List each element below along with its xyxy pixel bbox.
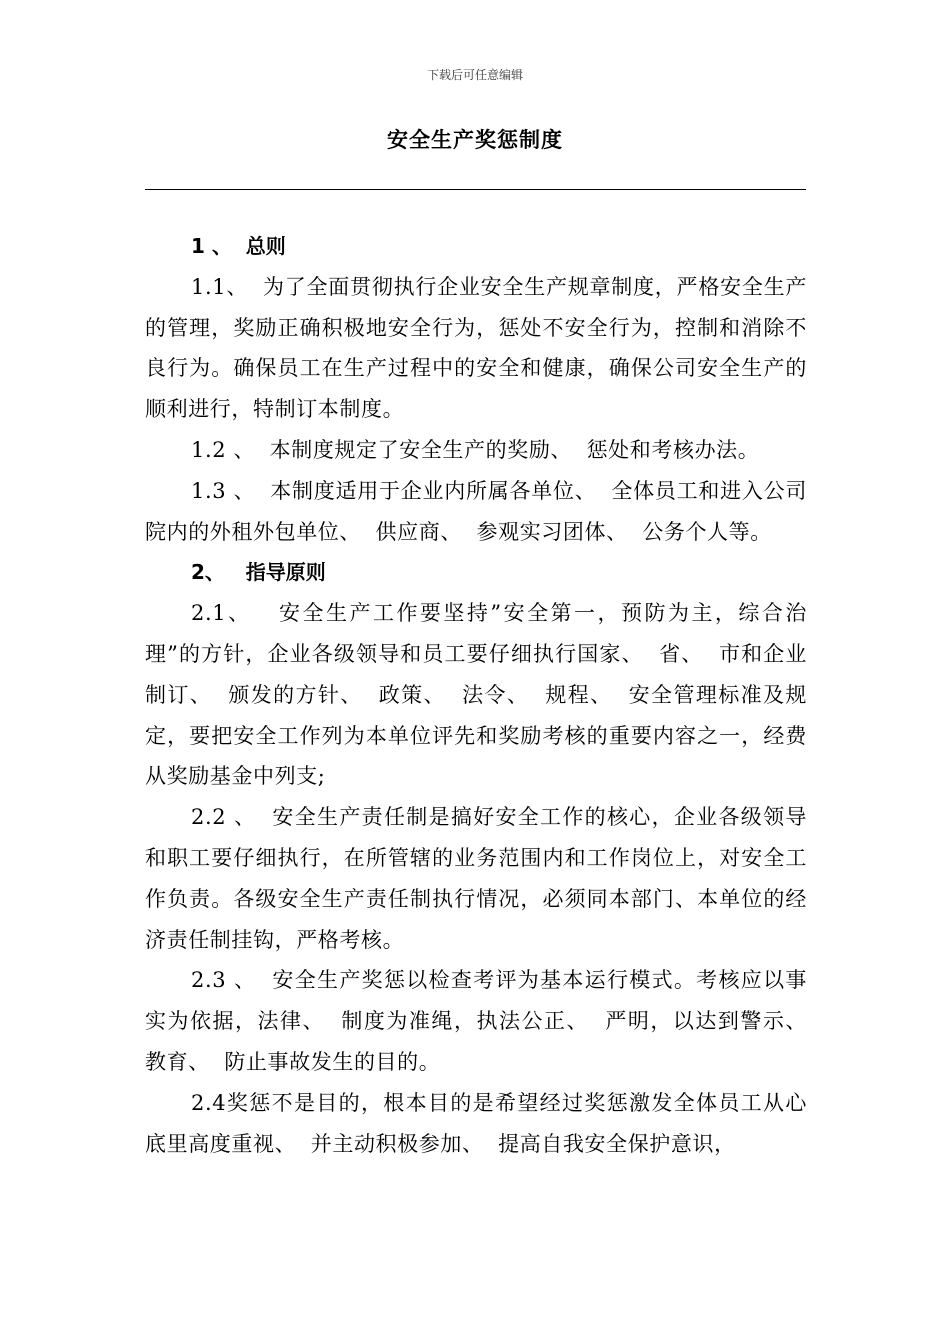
section-general bbox=[145, 226, 807, 552]
document-body bbox=[145, 226, 822, 1164]
paragraph: 1.2 、 本制度规定了安全生产的奖励、 惩处和考核办法。 bbox=[191, 437, 760, 462]
title-divider bbox=[145, 189, 806, 190]
paragraph: 2.2 、 安全生产责任制是搞好安全工作的核心，企业各级领导和职工要仔细执行，在所管辖的业务范围内和工作岗位上，对安全工作负责。各级安全生产责任制执行情况，必须同本部门、本单位的经济责任制挂钩，严格考核。 bbox=[145, 805, 807, 952]
page-title: 安全生产奖惩制度 bbox=[387, 128, 563, 152]
paragraph: 2.3 、 安全生产奖惩以检查考评为基本运行模式。考核应以事实为依据，法律、 制度为准绳，执法公正、 严明，以达到警示、 教育、 防止事故发生的目的。 bbox=[145, 968, 822, 1074]
section-heading: 2、 指导原则 bbox=[191, 560, 326, 585]
paragraph: 1.3 、 本制度适用于企业内所属各单位、 全体员工和进入公司院内的外租外包单位、 供应商、 参观实习团体、 公务个人等。 bbox=[145, 478, 807, 544]
paragraph: 2.1、 安全生产工作要坚持”安全第一，预防为主，综合治理”的方针，企业各级领导和员工要仔细执行国家、 省、 市和企业制订、 颁发的方针、 政策、 法令、 规程、 安全管理标准及规定，要把安全工作列为本单位评先和奖励考核的重要内容之一，经费从奖励基金中列支; bbox=[145, 601, 807, 789]
header-note: 下载后可任意编辑 bbox=[426, 68, 523, 82]
paragraph: 1.1、 为了全面贯彻执行企业安全生产规章制度，严格安全生产的管理，奖励正确积极地安全行为，惩处不安全行为，控制和消除不良行为。确保员工在生产过程中的安全和健康，确保公司安全生产的顺利进行，特制订本制度。 bbox=[145, 274, 807, 422]
section-heading: 1 、 总则 bbox=[191, 234, 286, 258]
paragraph: 2.4奖惩不是目的，根本目的是希望经过奖惩激发全体员工从心底里高度重视、 并主动积极参加、 提高自我安全保护意识， bbox=[145, 1090, 807, 1156]
section-principles bbox=[145, 552, 822, 1164]
